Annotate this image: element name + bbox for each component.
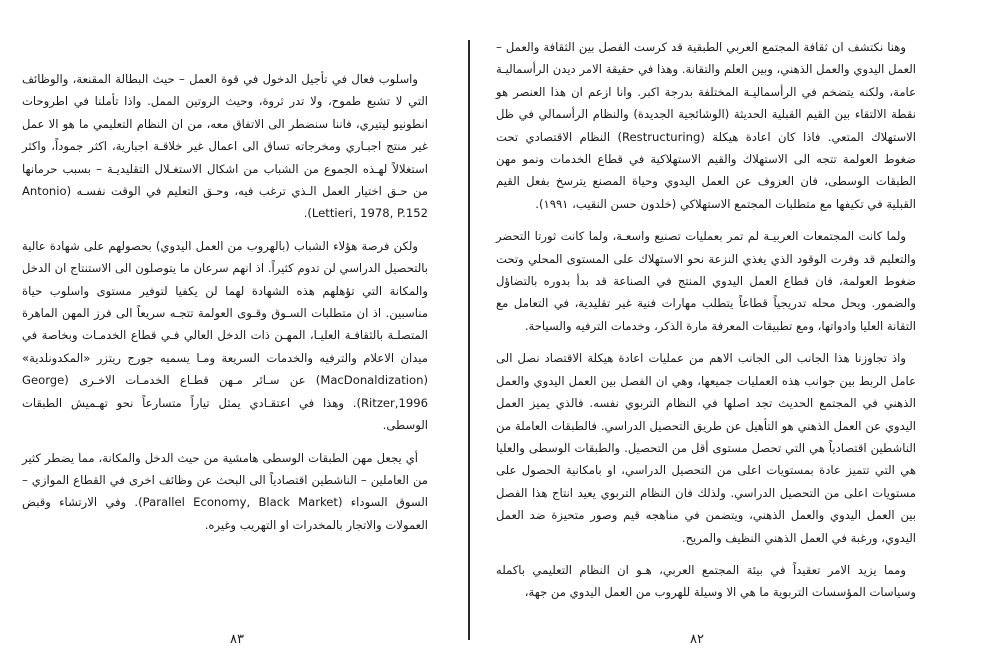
- paragraph: أي يجعل مهن الطبقات الوسطى هامشية من حيث الدخل والمكانة، مما يضطر كثير من العاملين – الناشطين اقتصادياً الى البحث عن وظائف اخرى في القطاع الموازي – السوق السوداء (Parallel Economy, Black Market). وفي الارتشاء وقبض العمولات والاتجار بالمخدرات او التهريب وغيره.: [22, 450, 428, 532]
- paragraph: ومما يزيد الامر تعقيداً في بيئة المجتمع العربي، هـو ان النظام التعليمي باكمله وسياسات المؤسسات التربوية ما هي الا وسيلة للهروب من العمل اليدوي من جهة،: [496, 562, 916, 600]
- right-page: [470, 0, 1000, 669]
- paragraph: ولكن فرصة هؤلاء الشباب (بالهروب من العمل اليدوي) بحصولهم على شهادة عالية بالتحصيل الدراسي لن تدوم كثيراً. اذ انهم سرعان ما يتوصلون الى الاستنتاج ان الدخل والمكانة التي تؤهلهم هذه الشهادة لهما لن يكفيا لتوفير مستوى واسلوب حياة مناسبين. اذ ان متطلبات السـوق وقـوى العولمة تتجـه سريعاً الى فرز المهن الماهرة المتصلـة بالثقافـة العليـا، المهـن ذات الدخل العالي فـي قطاع الخدمـات وبخاصة في ميدان الاعلام والترفيه والخدمات السريعة ومـا يسميه جورج ريتزر «المكدونلدية» (MacDonaldization) عن سـائر مـهن قطـاع الخدمـات الاخـرى (George Ritzer,1996). وهذا في اعتقـادي يمثل تياراً متسارعاً نحو تهـميش الطبقات الوسطى.: [22, 238, 428, 433]
- page-number: ٨٢: [690, 632, 704, 647]
- paragraph: ولما كانت المجتمعات العربيـة لم تمر بعمليات تصنيع واسعـة، ولما كانت ثورتا التحضر والتعليم قد وفرت الوقود الذي يغذي النزعة نحو الاستهلاك على المستوى المحلي وتحت ضغوط العولمة، فان قطاع العمل اليدوي المنتج في الصناعة قد بدأ بدوره بالتضاؤل والضمور. ويحل محله تدريجياً قطاعاً يتطلب مهارات فنية غير تقليدية، في التعامل مع التقانة العليا وادواتها، ومع تطبيقات المعرفة مارة الذكر، وخدمات الترفيه والسياحة.: [496, 229, 916, 333]
- paragraph: وهنا نكتشف ان ثقافة المجتمع العربي الطبقية قد كرست الفصل بين الثقافة والعمل – العمل اليدوي والعمل الذهني، وبين العلم والتقانة. وهذا في حقيقة الامر ديدن الرأسماليـة عامة، ولكنه يتضخم في الرأسماليـة المختلفة بدرجة اكبر. وانا ازعم ان هذا العنصر هو نقطة الالتقاء بين القيم القبلية الحديثة (الوشائجية الجديدة) والنظام الرأسمالي في ظل الاستهلاك المتعي. فاذا كان اعادة هيكلة (Restructuring) النظام الاقتصادي تحت ضغوط العولمة تتجه الى الاستهلاك والقيم الاستهلاكية في قطاع الخدمات ونمو مهن الطبقات الوسطى، فان العزوف عن العمل اليدوي وحياة المصنع يترسخ بفعل القيم القبلية في تكيفها مع متطلبات المجتمع الاستهلاكي (خلدون حسن النقيب، ١٩٩١).: [496, 40, 916, 211]
- paragraph: واسلوب فعال في تأجيل الدخول في قوة العمل – حيث البطالة المقنعة، والوظائف التي لا تشبع طموح، ولا تدر ثروة، وحيث الروتين الممل. واذا تأملنا في اطروحات انطونيو ليتيري، فاننا سنضطر الى الاتفاق معه، من ان النظام التعليمي ما هو الا عمل غير منتج اجبـاري ومخرجاته تساق الى اعمال غير خلاقـة اجبارية، اكثر جموداً، واكثر استغلالاً لهـذه الجموع من الشباب من اشكال الاستغـلال التقليديـة – بسبب حرمانها من حـق اختيار العمل الـذي ترغب فيه، وحـق التعليم في الوقت نفسـه (Antonio Lettieri, 1978, P.152).: [22, 72, 428, 221]
- left-page-body: [22, 68, 428, 546]
- right-page-body: [496, 36, 916, 614]
- page-number: ٨٣: [230, 632, 244, 647]
- left-page: [0, 0, 468, 669]
- paragraph: واذ تجاوزنا هذا الجانب الى الجانب الاهم من عمليات اعادة هيكلة الاقتصاد نصل الى عامل الربط بين جوانب هذه العمليات جميعها، وهي ان الفصل بين العمل اليدوي والعمل الذهني في المجتمع الحديث تجد اصلها في النظام التربوي نفسه. فالذي يميز العمل اليدوي عن العمل الذهني هو التأهيل عن طريق التحصيل الدراسي. فالطبقات العاملة من الناشطين اقتصادياً هي التي تحصل مستوى أقل من التحصيل. والطبقات الوسطى والعليا هي التي تتميز عادة بمستويات اعلى من التحصيل الدراسي، او بامكانية الحصول على مستويات اعلى من التحصيل الدراسي. ولذلك فان النظام التربوي يعيد انتاج هذا الفصل بين العمل اليدوي والعمل الذهني، ويتضمن في مناهجه قيم وصور متحيزة ضد العمل اليدوي، ورغبة في العمل الذهني النظيف والمريح.: [496, 351, 916, 545]
